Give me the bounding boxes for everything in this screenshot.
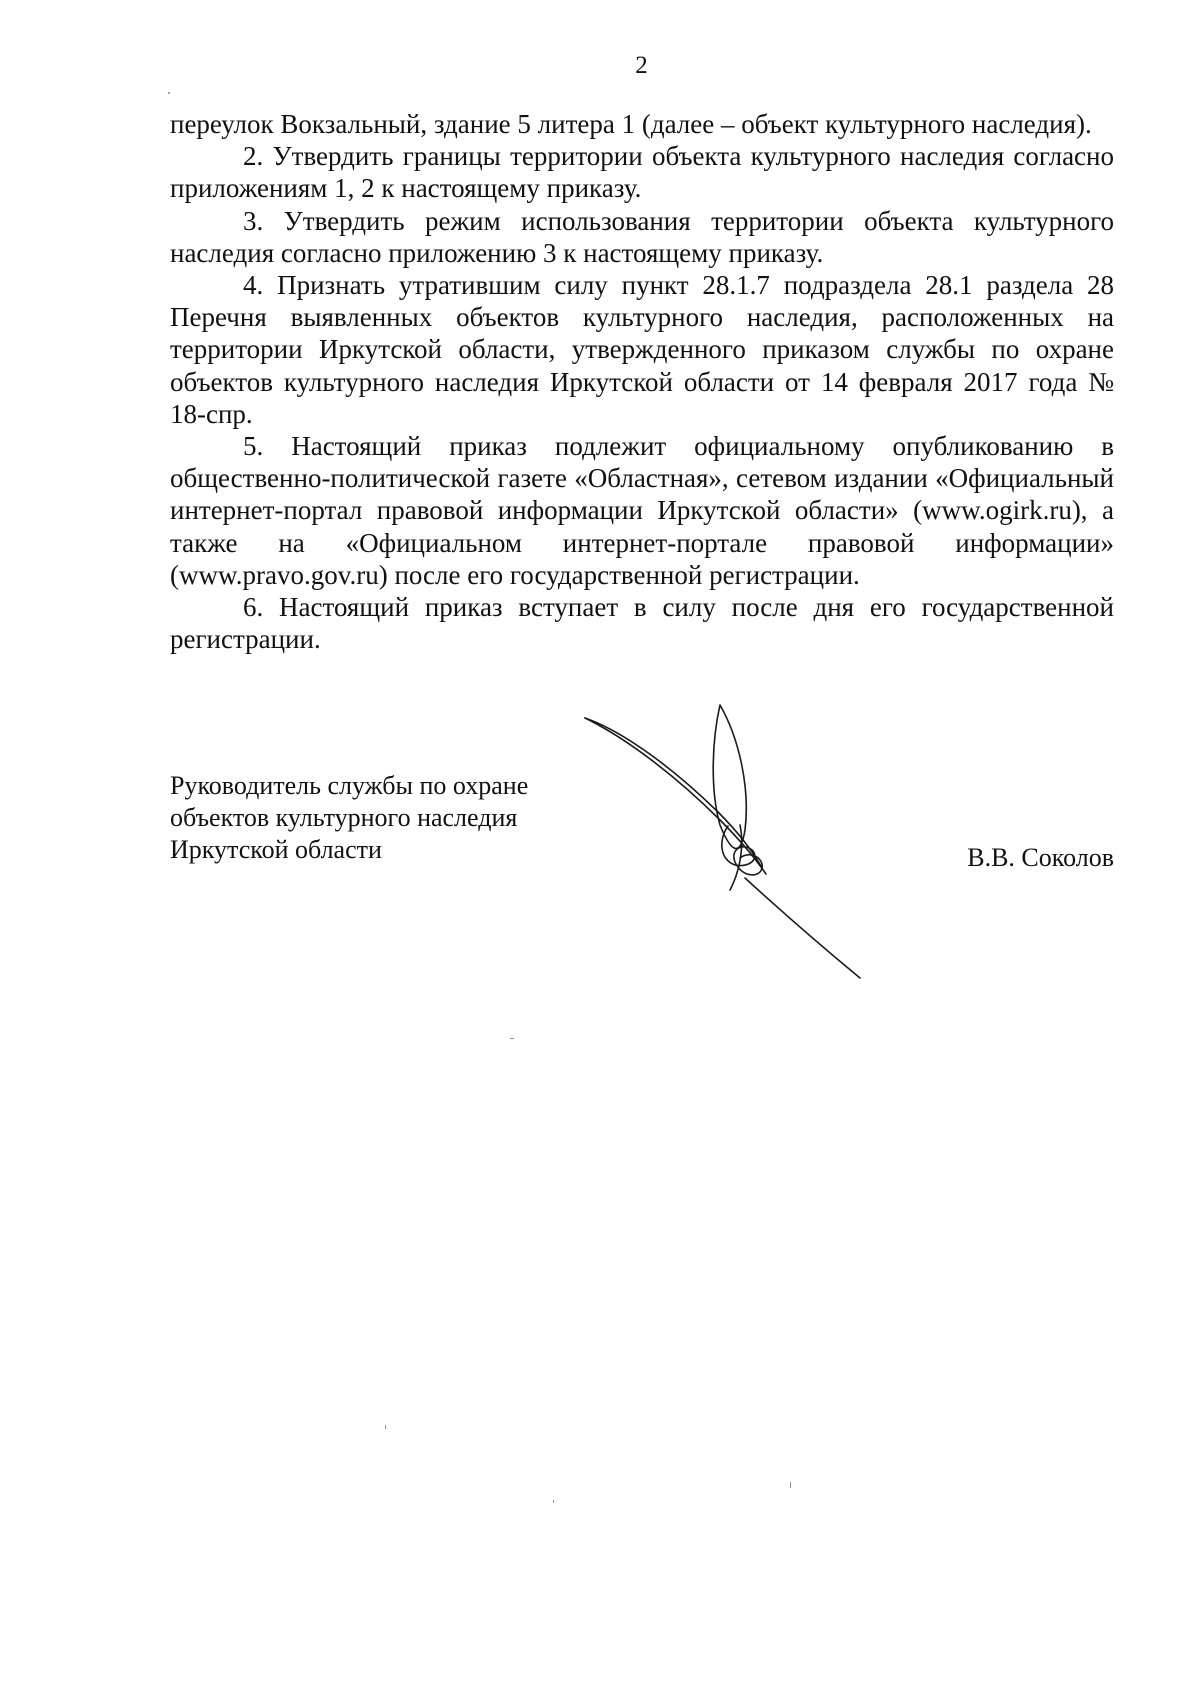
scan-speck xyxy=(510,1038,514,1039)
scan-speck xyxy=(790,1482,791,1488)
scan-speck xyxy=(385,1425,386,1429)
signer-name: В.В. Соколов xyxy=(967,843,1114,872)
page-number: 2 xyxy=(635,52,648,79)
paragraph-continuation: переулок Вокзальный, здание 5 литера 1 (далее – объект культурного наследия). xyxy=(170,109,1092,139)
paragraph-item-3: 3. Утвердить режим использования территории объекта культурного наследия согласно приложению 3 к настоящему приказу. xyxy=(170,205,1114,268)
scan-speck xyxy=(168,92,170,94)
signature-strokes xyxy=(585,705,860,978)
paragraph-item-4: 4. Признать утратившим силу пункт 28.1.7 подраздела 28.1 раздела 28 Перечня выявленных объектов культурного наследия, расположенных на территории Иркутской области, утвержденного приказом службы по охране объектов культурного наследия Иркутской области от 14 февраля 2017 года № 18-спр. xyxy=(170,270,1114,429)
scan-speck xyxy=(553,1500,554,1503)
position-line-1: Руководитель службы по охране xyxy=(170,771,529,800)
position-line-2: объектов культурного наследия xyxy=(170,803,518,832)
document-body xyxy=(170,108,1114,655)
handwritten-signature xyxy=(570,700,910,990)
paragraph-item-2: 2. Утвердить границы территории объекта культурного наследия согласно приложениям 1, 2 к настоящему приказу. xyxy=(170,141,1114,204)
paragraph-item-6: 6. Настоящий приказ вступает в силу после дня его государственной регистрации. xyxy=(170,592,1114,655)
signatory-position xyxy=(170,770,528,866)
paragraph-item-5: 5. Настоящий приказ подлежит официальному опубликованию в общественно-политической газете «Областная», сетевом издании «Официальный интернет-портал правовой информации Иркутской области» (www.ogirk.ru), а также на «Официальном интернет-портале правовой информации» (www.pravo.gov.ru) после его государственной регистрации. xyxy=(170,431,1114,590)
position-line-3: Иркутской области xyxy=(170,835,382,864)
